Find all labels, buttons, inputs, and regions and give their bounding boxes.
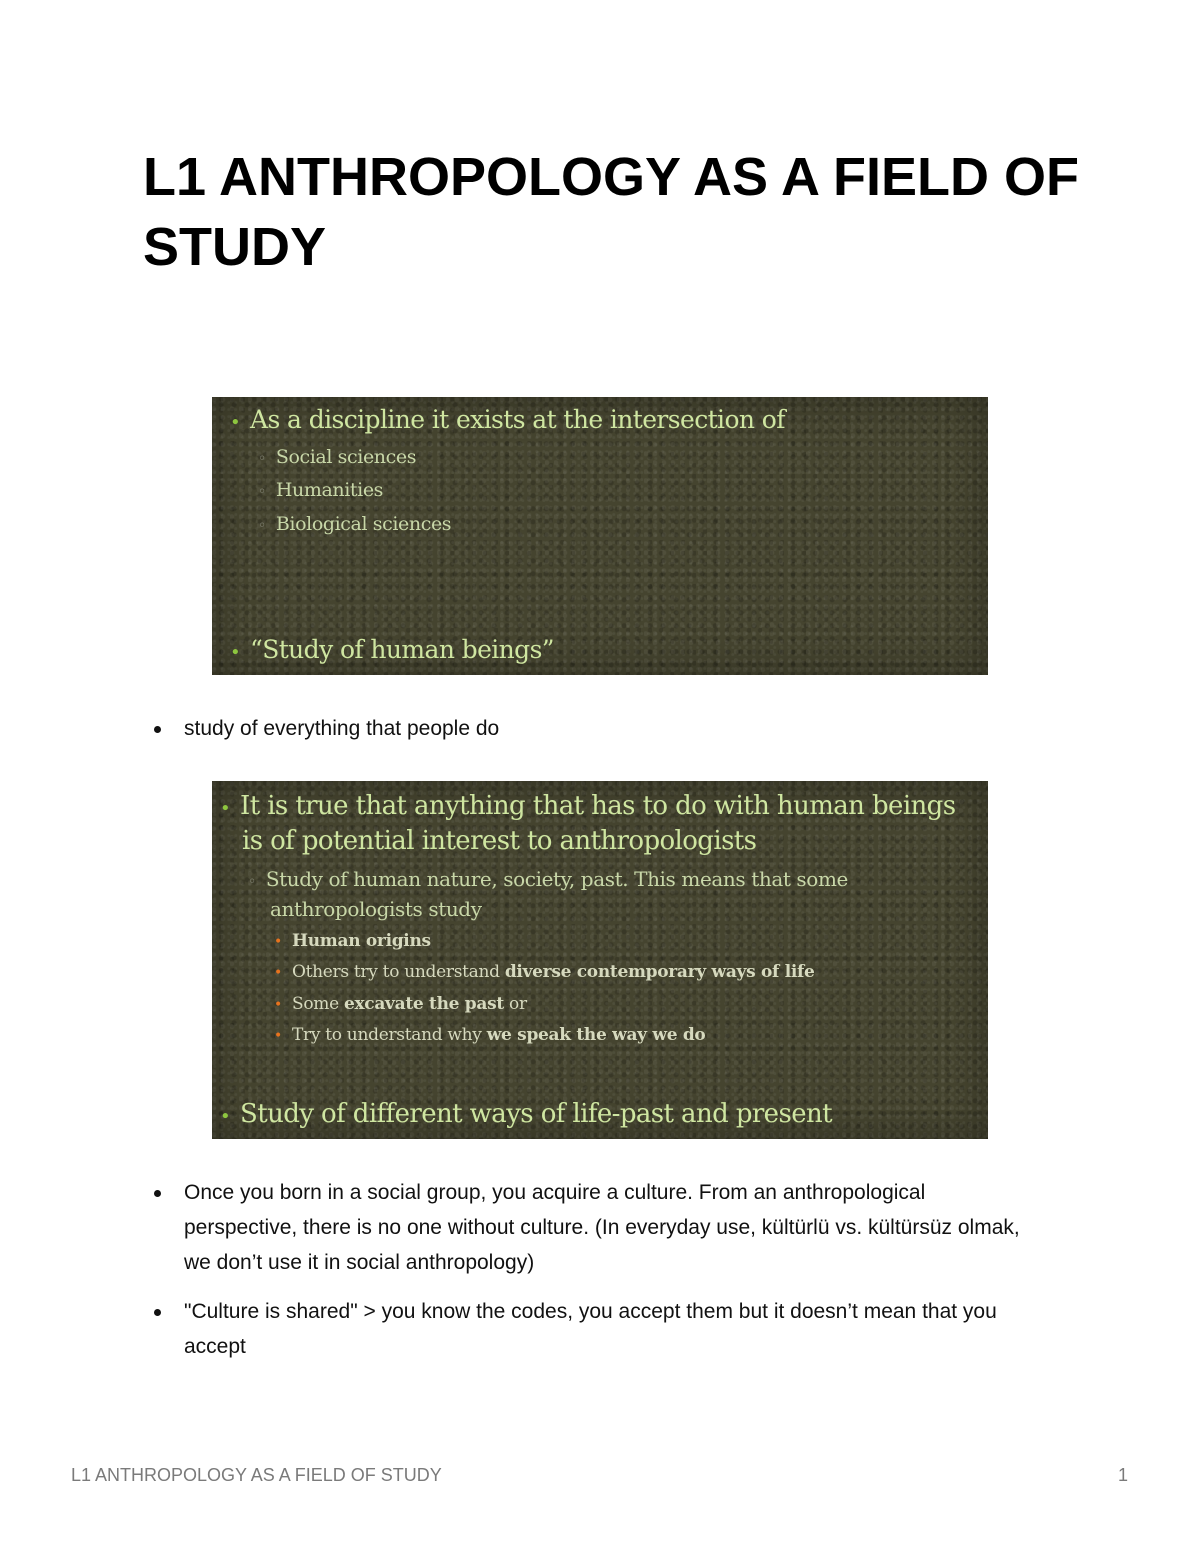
slide-sub-bullet-text: Study of human nature, society, past. This means that some [265, 867, 848, 891]
list-item [154, 711, 499, 746]
bullet-icon: • [230, 412, 241, 433]
slide-bullet [230, 405, 785, 434]
point-bold-text: diverse contemporary ways of life [504, 962, 815, 982]
notes-list [154, 711, 499, 746]
slide-image-scope [212, 781, 988, 1139]
bullet-icon: • [230, 642, 241, 663]
bullet-icon: • [220, 798, 231, 819]
slide-point [274, 994, 527, 1014]
slide-bullet [220, 791, 955, 821]
slide-sub-bullet [258, 479, 383, 501]
bullet-dot-icon [154, 1190, 161, 1197]
point-bullet-icon: • [274, 934, 282, 950]
point-text: Others try to understand [291, 962, 505, 982]
slide-bullet-text: “Study of human beings” [250, 635, 554, 664]
slide-point [274, 962, 815, 982]
point-text: Try to understand why [291, 1025, 487, 1045]
point-bullet-icon: • [274, 965, 282, 981]
bullet-dot-icon [154, 726, 161, 733]
slide-sub-bullet-continuation: anthropologists study [270, 897, 482, 921]
slide-sub-bullet-text: Social sciences [275, 446, 417, 468]
list-item-text: study of everything that people do [184, 717, 500, 740]
slide-bullet [220, 1099, 832, 1129]
page-number: 1 [1117, 1465, 1128, 1485]
list-item [154, 1175, 1034, 1280]
page-title: L1 ANTHROPOLOGY AS A FIELD OF STUDY [143, 147, 1080, 277]
slide-sub-bullet [258, 446, 416, 468]
slide-bullet-text: As a discipline it exists at the intersection of [250, 405, 785, 434]
list-item-text: "Culture is shared" > you know the codes, you accept them but it doesn’t mean that you accept [184, 1300, 997, 1358]
point-bullet-icon: • [274, 1028, 282, 1044]
notes-list [154, 1175, 1034, 1364]
bullet-icon: • [220, 1106, 231, 1127]
slide-sub-bullet [258, 513, 451, 535]
slide-bullet-text: It is true that anything that has to do with human beings [240, 791, 956, 821]
sub-bullet-icon: ◦ [248, 874, 256, 890]
sub-bullet-icon: ◦ [258, 518, 266, 534]
bullet-dot-icon [154, 1309, 161, 1316]
sub-bullet-icon: ◦ [258, 451, 266, 467]
point-text: Some [291, 994, 344, 1014]
list-item [154, 1294, 1034, 1364]
slide-bullet-text: Study of different ways of life-past and present [240, 1099, 832, 1129]
point-bullet-icon: • [274, 997, 282, 1013]
point-bold-text: Human origins [291, 931, 431, 951]
point-bold-text: we speak the way we do [486, 1025, 706, 1045]
point-bold-text: excavate the past [343, 994, 504, 1014]
slide-point [274, 1025, 705, 1045]
slide-bullet [230, 635, 554, 664]
slide-point [274, 931, 431, 951]
sub-bullet-icon: ◦ [258, 484, 266, 500]
point-text: or [503, 994, 527, 1014]
footer-title: L1 ANTHROPOLOGY AS A FIELD OF STUDY [71, 1465, 442, 1485]
slide-sub-bullet-text: Biological sciences [275, 513, 452, 535]
slide-image-discipline [212, 397, 988, 675]
list-item-text: Once you born in a social group, you acquire a culture. From an anthropological perspective, there is no one without culture. (In everyday use, kültürlü vs. kültürsüz olmak, we don’t use it in social anthropology) [184, 1181, 1020, 1274]
slide-sub-bullet [248, 867, 848, 891]
slide-sub-bullet-text: Humanities [275, 479, 384, 501]
slide-bullet-continuation: is of potential interest to anthropologists [242, 826, 757, 856]
